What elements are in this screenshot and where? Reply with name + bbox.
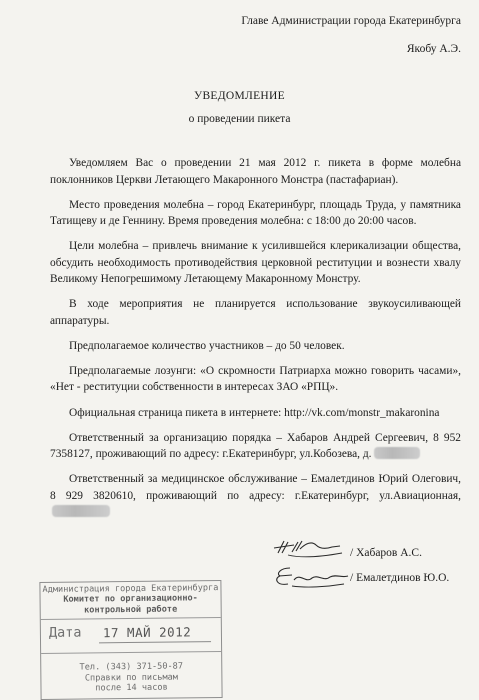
paragraph-equipment: В ходе мероприятия не планируется использование звукоусиливающей аппаратуры. [50,298,461,327]
stamp-date-value: 17 МАЙ 2012 [102,624,192,641]
paragraph-website: Официальная страница пикета в интернете: http://vk.com/monstr_makaronina [69,406,440,419]
document-title: УВЕДОМЛЕНИЕ [194,90,285,102]
paragraph-medic [50,471,461,521]
redacted-address-1 [374,447,420,459]
organizer-text: Ответственный за организацию порядка – Хабаров Андрей Сергеевич, 8 952 7358127, проживающий по адресу: г.Екатеринбург, ул.Кобозева, д. [50,431,461,461]
signature-row-emaletdinov [270,568,470,592]
addressee-title: Главе Администрации города Екатеринбурга [241,15,461,27]
stamp-footer [41,651,221,698]
addressee-name: Якобу А.Э. [406,43,461,55]
signer-name-1: / Хабаров А.С. [350,547,422,559]
paragraph-slogans: Предполагаемые лозунги: «О скромности Патриарха можно говорить часами», «Нет - реституции собственности в интересах ЗАО «РПЦ». [50,364,461,394]
handwritten-signature-1 [270,537,348,563]
handwritten-signature-2 [270,562,350,590]
stamp-date-underline [99,641,211,643]
paragraph-participants: Предполагаемое количество участников – до 50 человек. [69,339,345,352]
redacted-address-2 [52,505,110,517]
stamp-department: контрольной работе [84,604,178,616]
stamp-org: Администрация города Екатеринбурга [42,583,219,595]
stamp-committee: Комитет по организационно- [63,593,198,605]
paragraph-goals: Цели молебна – привлечь внимание к усилившейся клерикализации общества, обсудить необходимость противодействия церковной реституции и вознести хвалу Великому Непогрешимому Летающему Макаронному Монстру. [50,240,461,286]
signer-name-2: / Емалетдинов Ю.О. [350,572,450,584]
stamp-info-2: после 14 часов [95,682,168,694]
paragraph-notice: Уведомляем Вас о проведении 21 мая 2012 г. пикета в форме молебна поклонников Церкви Летающего Макаронного Монстра (пастафариан). [50,157,461,186]
stamp-info-1: Справки по письмам [84,672,179,684]
stamp-header [40,581,220,620]
registration-stamp [39,580,222,700]
medic-text: Ответственный за медицинское обслуживание – Емалетдинов Юрий Олегович, 8 929 3820610, проживающий по адресу: г.Екатеринбург, ул.Авиационная, [50,473,461,502]
document-subtitle: о проведении пикета [188,113,291,125]
stamp-phone: Тел. (343) 371-50-87 [79,661,184,673]
stamp-date-label: Дата [48,624,82,641]
paragraph-location: Место проведения молебна – город Екатеринбург, площадь Труда, у памятника Татищеву и де Геннину. Время проведения молебна: с 18:00 до 20:00 часов. [50,198,461,228]
paragraph-organizer [50,430,461,463]
document-body [50,155,461,529]
